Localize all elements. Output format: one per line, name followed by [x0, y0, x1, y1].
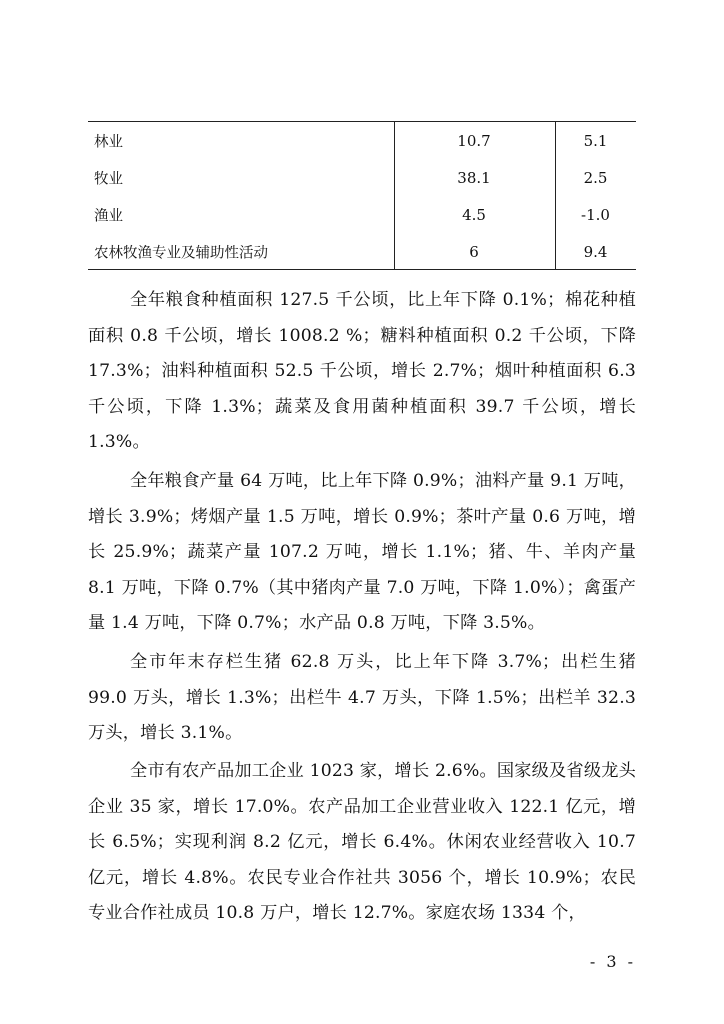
paragraph-crop-area: 全年粮食种植面积 127.5 千公顷，比上年下降 0.1%；棉花种植面积 0.8 千公顷，增长 1008.2 %；糖料种植面积 0.2 千公顷，下降 17.3%；油料种植面积 52.5 千公顷，增长 2.7%；烟叶种植面积 6.3 千公顷，下降 1.3%；蔬菜及食用菌种植面积 39.7 千公顷，增长 1.3%。	[88, 290, 636, 453]
row-value-1: 38.1	[457, 168, 491, 187]
table-row	[88, 159, 636, 196]
row-value-1: 10.7	[457, 131, 491, 150]
paragraph-livestock: 全市年末存栏生猪 62.8 万头，比上年下降 3.7%；出栏生猪 99.0 万头，增长 1.3%；出栏牛 4.7 万头，下降 1.5%；出栏羊 32.3 万头，增长 3.1%。	[88, 652, 636, 744]
row-label: 渔业	[94, 208, 123, 224]
page-number: - 3 -	[589, 952, 636, 971]
row-value-1: 4.5	[462, 205, 486, 224]
row-value-2: 2.5	[583, 168, 608, 187]
row-label: 牧业	[94, 171, 123, 187]
row-label: 林业	[94, 134, 123, 150]
row-label: 农林牧渔专业及辅助性活动	[94, 245, 268, 261]
table-row	[88, 233, 636, 270]
row-value-2: 5.1	[583, 131, 608, 150]
row-value-1: 6	[469, 242, 479, 261]
paragraph-agri-enterprises: 全市有农产品加工企业 1023 家，增长 2.6%。国家级及省级龙头企业 35 家，增长 17.0%。农产品加工企业营业收入 122.1 亿元，增长 6.5%；实现利润 8.2 亿元，增长 6.4%。休闲农业经营收入 10.7 亿元，增长 4.8%。农民专业合作社共 3056 个，增长 10.9%；农民专业合作社成员 10.8 万户，增长 12.7%。家庭农场 1334 个，	[88, 761, 636, 924]
row-value-2: 9.4	[583, 242, 608, 261]
table-row	[88, 196, 636, 233]
table-row	[88, 122, 636, 159]
row-value-2: -1.0	[581, 205, 610, 224]
paragraph-crop-output: 全年粮食产量 64 万吨，比上年下降 0.9%；油料产量 9.1 万吨，增长 3.9%；烤烟产量 1.5 万吨，增长 0.9%；茶叶产量 0.6 万吨，增长 25.9%；蔬菜产量 107.2 万吨，增长 1.1%；猪、牛、羊肉产量 8.1 万吨，下降 0.7%（其中猪肉产量 7.0 万吨，下降 1.0%）；禽蛋产量 1.4 万吨，下降 0.7%；水产品 0.8 万吨，下降 3.5%。	[88, 471, 636, 634]
